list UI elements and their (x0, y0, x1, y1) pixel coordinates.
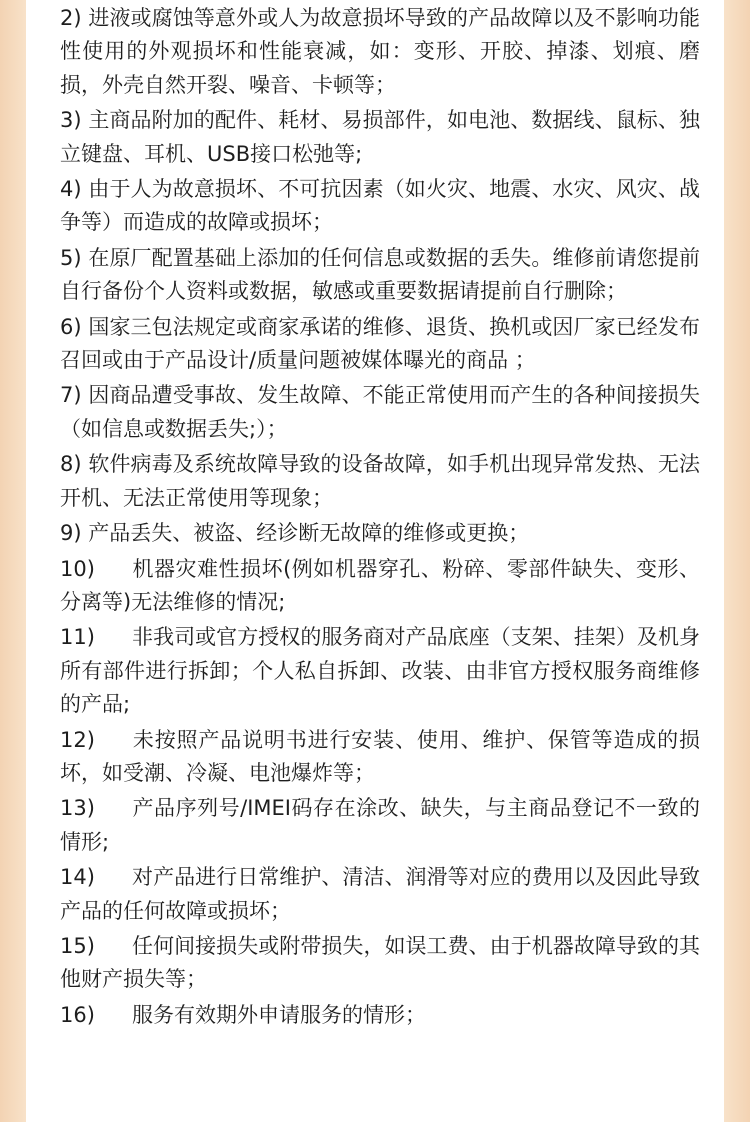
clause-item (60, 621, 700, 721)
clause-number: 4) (60, 177, 82, 202)
clause-text: 在原厂配置基础上添加的任何信息或数据的丢失。维修前请您提前自行备份个人资料或数据，敏感或重要数据请提前自行删除； (60, 245, 700, 304)
clause-item (60, 861, 700, 928)
clause-text: 未按照产品说明书进行安装、使用、维护、保管等造成的损坏，如受潮、冷凝、电池爆炸等； (60, 727, 700, 785)
clause-text: 非我司或官方授权的服务商对产品底座（支架、挂架）及机身所有部件进行拆卸；个人私自拆卸、改装、由非官方授权服务商维修的产品; (60, 625, 700, 717)
left-border (0, 0, 26, 1122)
clause-text: 服务有效期外申请服务的情形； (132, 1002, 426, 1027)
clause-item (60, 724, 700, 791)
clause-number: 5) (60, 245, 82, 270)
clause-item (60, 2, 700, 102)
clause-text: 国家三包法规定或商家承诺的维修、退货、换机或因厂家已经发布召回或由于产品设计/质量问题被媒体曝光的商品 ； (60, 314, 700, 373)
clause-item (60, 173, 700, 240)
clause-number: 9) (60, 521, 82, 546)
clause-number: 2) (60, 6, 82, 30)
clause-text: 任何间接损失或附带损失，如误工费、由于机器故障导致的其他财产损失等； (60, 933, 700, 992)
clause-text: 产品丢失、被盗、经诊断无故障的维修或更换； (88, 521, 530, 546)
clause-item (60, 242, 700, 309)
clause-number: 13) (60, 796, 95, 821)
exclusion-clause-list (60, 2, 700, 1034)
clause-text: 机器灾难性损坏(例如机器穿孔、粉碎、零部件缺失、变形、分离等)无法维修的情况; (60, 556, 700, 614)
clause-number: 6) (60, 314, 82, 339)
clause-text: 进液或腐蚀等意外或人为故意损坏导致的产品故障以及不影响功能性使用的外观损坏和性能衰减，如：变形、开胶、掉漆、划痕、磨损，外壳自然开裂、噪音、卡顿等； (60, 6, 700, 97)
clause-text: 产品序列号/IMEI码存在涂改、缺失，与主商品登记不一致的情形; (60, 796, 700, 854)
clause-item (60, 999, 700, 1032)
content-card (26, 0, 724, 1122)
clause-item (60, 553, 700, 620)
clause-number: 10) (60, 556, 95, 581)
clause-item (60, 379, 700, 446)
clause-text: 对产品进行日常维护、清洁、润滑等对应的费用以及因此导致产品的任何故障或损坏； (60, 865, 700, 923)
clause-item (60, 930, 700, 997)
clause-number: 14) (60, 865, 95, 890)
clause-text: 因商品遭受事故、发生故障、不能正常使用而产生的各种间接损失（如信息或数据丢失;）； (60, 383, 700, 441)
clause-item (60, 104, 700, 171)
clause-number: 8) (60, 452, 82, 477)
clause-item (60, 792, 700, 859)
clause-text: 软件病毒及系统故障导致的设备故障，如手机出现异常发热、无法开机、无法正常使用等现象； (60, 452, 700, 510)
clause-number: 15) (60, 933, 95, 958)
clause-number: 12) (60, 727, 95, 752)
clause-number: 3) (60, 108, 82, 133)
clause-text: 主商品附加的配件、耗材、易损部件，如电池、数据线、鼠标、独立键盘、耳机、USB接口松弛等; (60, 108, 700, 166)
clause-number: 11) (60, 625, 95, 650)
right-border (724, 0, 750, 1122)
clause-item (60, 517, 700, 550)
clause-number: 7) (60, 383, 82, 408)
clause-text: 由于人为故意损坏、不可抗因素（如火灾、地震、水灾、风灾、战争等）而造成的故障或损坏； (60, 177, 700, 235)
clause-item (60, 448, 700, 515)
clause-item (60, 311, 700, 378)
clause-number: 16) (60, 1002, 95, 1027)
